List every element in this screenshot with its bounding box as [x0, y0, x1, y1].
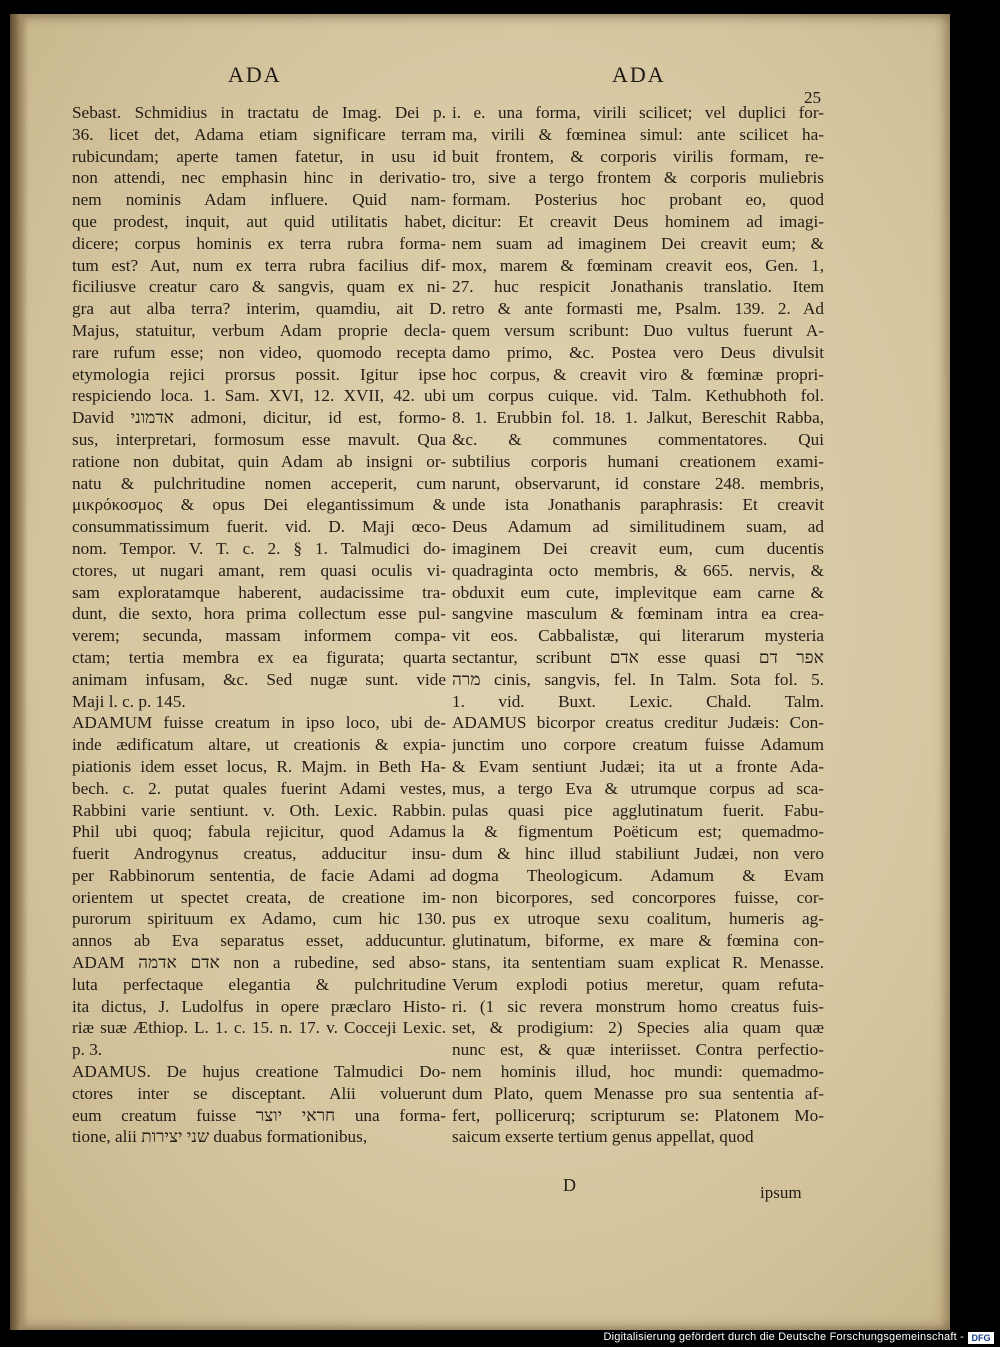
- text-line: dogma Theologicum. Adamum & Evam: [452, 865, 824, 885]
- text-line: unde ista Jonathanis paraphrasis: Et creavit: [452, 495, 824, 515]
- text-line: rubicundam; aperte tamen fatetur, in usu id: [72, 146, 446, 166]
- text-line: gra aut alba terra? interim, quamdiu, ait D.: [72, 299, 446, 319]
- page-gutter-shadow: [10, 14, 28, 1330]
- catchword: ipsum: [760, 1183, 802, 1202]
- text-line: Rabbini varie sentiunt. v. Oth. Lexic. Rabbin.: [72, 800, 446, 820]
- text-line: ficiliusve creatur caro & sangvis, quam ex ni-: [72, 277, 446, 297]
- right-text-column: [452, 102, 824, 1148]
- text-line: &c. & communes commentatores. Qui: [452, 429, 824, 449]
- text-line: luta perfectaque elegantia & pulchritudine: [72, 974, 446, 994]
- text-line: 27. huc respicit Jonathanis translatio. Item: [452, 277, 824, 297]
- text-line: nunc est, & quæ interiisset. Contra perfectio-: [452, 1040, 824, 1060]
- text-line: glutinatum, biforme, ex mare & fœmina con-: [452, 931, 824, 951]
- text-line: que prodest, inquit, aut quid utilitatis habet,: [72, 211, 446, 231]
- text-line: annos ab Eva separatus esset, adducuntur.: [72, 931, 446, 951]
- text-line: & Evam sentiunt Judæi; ita ut a fronte Ada-: [452, 756, 824, 776]
- text-line: retro & ante formasti me, Psalm. 139. 2. Ad: [452, 299, 824, 319]
- text-line: ita dictus, J. Ludolfus in opere præclaro Histo-: [72, 996, 446, 1016]
- text-line: Majus, statuitur, verbum Adam proprie decla-: [72, 320, 446, 340]
- text-line: ADAMUM fuisse creatum in ipso loco, ubi de-: [72, 713, 446, 733]
- text-line: ctam; tertia membra ex ea figurata; quarta: [72, 647, 446, 667]
- page-number: 25: [804, 88, 821, 107]
- text-line: tro, sive a tergo frontem & corporis muliebris: [452, 168, 824, 188]
- text-line: μικρόκοσμος & opus Dei elegantissimum &: [72, 495, 446, 515]
- text-line: orientem ut spectet creata, de creatione im-: [72, 887, 446, 907]
- text-line: fuerit Androgynus creatus, adducitur insu-: [72, 844, 446, 864]
- dfg-logo: DFG: [968, 1332, 994, 1344]
- text-line: stans, ita sententiam suam explicat R. Menasse.: [452, 953, 824, 973]
- text-line: ADAM אדם אדמה non a rubedine, sed abso-: [72, 953, 446, 973]
- text-line: bech. c. 2. putat quales fuerint Adami vestes,: [72, 778, 446, 798]
- text-line: natu & pulchritudine nomen acceperit, cum: [72, 473, 446, 493]
- text-line: um corpus cuique. vid. Talm. Kethubhoth fol.: [452, 386, 824, 406]
- text-line: ctores, ut nugari amant, rem quasi oculis vi-: [72, 560, 446, 580]
- text-line: ADAMUS bicorpor creatus creditur Judæis: Con-: [452, 713, 824, 733]
- text-line: sangvine masculum & fœminam intra ea crea-: [452, 604, 824, 624]
- text-line: 36. licet det, Adama etiam significare terram: [72, 124, 446, 144]
- text-line: dicitur: Et creavit Deus hominem ad imagi-: [452, 211, 824, 231]
- footer-credit: Digitalisierung gefördert durch die Deutsche Forschungsgemeinschaft -: [603, 1331, 964, 1343]
- text-line: Phil ubi quoq; fabula rejicitur, quod Adamus: [72, 822, 446, 842]
- text-line: ctores inter se disceptant. Alii voluerunt: [72, 1083, 446, 1103]
- text-line: animam infusam, &c. Sed nugæ sunt. vide: [72, 669, 446, 689]
- text-line: David אדמוני admoni, dicitur, id est, formo-: [72, 408, 446, 428]
- text-line: obduxit eum cute, implevitque eam carne &: [452, 582, 824, 602]
- text-line: nem nominis Adam influere. Quid nam-: [72, 190, 446, 210]
- text-line: 1. vid. Buxt. Lexic. Chald. Talm.: [452, 691, 824, 711]
- text-line: piationis idem esset locus, R. Majm. in Beth Ha-: [72, 756, 446, 776]
- text-line: respiciendo loca. 1. Sam. XVI, 12. XVII, 42. ubi: [72, 386, 446, 406]
- text-line: ma, virili & fœminea simul: ante scilicet ha-: [452, 124, 824, 144]
- text-line: hoc corpus, & creavit viro & fœminæ propri-: [452, 364, 824, 384]
- text-line: sus, interpretari, formosum esse mavult. Qua: [72, 429, 446, 449]
- text-line: quadraginta octo membris, & 665. nervis, &: [452, 560, 824, 580]
- text-line: per Rabbinorum sententia, de facie Adami ad: [72, 865, 446, 885]
- text-line: nom. Tempor. V. T. c. 2. § 1. Talmudici do-: [72, 538, 446, 558]
- text-line: ratione non dubitat, quin Adam ab insigni or-: [72, 451, 446, 471]
- text-line: vit eos. Cabbalistæ, qui literarum mysteria: [452, 626, 824, 646]
- text-line: eum creatum fuisse חראי יוצר una forma-: [72, 1105, 446, 1125]
- text-line: buit frontem, & corporis virilis formam, re-: [452, 146, 824, 166]
- text-line: Maji l. c. p. 145.: [72, 691, 186, 711]
- running-head-left: ADA: [228, 62, 282, 87]
- text-line: damo primo, &c. Postea vero Deus divulsit: [452, 342, 824, 362]
- text-line: ADAMUS. De hujus creatione Talmudici Do-: [72, 1062, 446, 1082]
- running-head-right: ADA: [612, 62, 666, 87]
- text-line: dicere; corpus hominis ex terra rubra forma-: [72, 233, 446, 253]
- text-line: non attendi, nec emphasin hinc in derivatio-: [72, 168, 446, 188]
- text-line: set, & prodigium: 2) Species alia quam quæ: [452, 1018, 824, 1038]
- text-line: consummatissimum fuerit. vid. D. Maji œco-: [72, 517, 446, 537]
- text-line: Sebast. Schmidius in tractatu de Imag. Dei p.: [72, 103, 446, 122]
- text-line: mox, marem & fœminam creavit eos, Gen. 1,: [452, 255, 824, 275]
- text-line: fert, pollicerurq; scripturum se: Platonem Mo-: [452, 1105, 824, 1125]
- text-line: etymologia rejici prorsus possit. Igitur ipse: [72, 364, 446, 384]
- text-line: non bicorpores, sed concorpores fuisse, cor-: [452, 887, 824, 907]
- text-line: p. 3.: [72, 1040, 103, 1060]
- text-line: i. e. una forma, virili scilicet; vel duplici for-: [452, 103, 824, 122]
- text-line: quem versum scribunt: Duo vultus fuerunt A-: [452, 320, 824, 340]
- text-line: formam. Posterius hoc probant eo, quod: [452, 190, 824, 210]
- text-line: ri. (1 sic revera monstrum homo creatus fuis-: [452, 996, 824, 1016]
- text-line: junctim uno corpore creatum fuisse Adamum: [452, 735, 824, 755]
- signature-mark: D: [563, 1175, 576, 1195]
- text-line: Deus Adamum ad similitudinem suam, ad: [452, 517, 824, 537]
- text-line: riæ suæ Æthiop. L. 1. c. 15. n. 17. v. Cocceji Lexic.: [72, 1018, 446, 1038]
- text-line: imaginem Dei creavit eum, cum ducentis: [452, 538, 824, 558]
- text-line: dum Plato, quem Menasse pro sua sententia af-: [452, 1083, 824, 1103]
- text-line: nem hominis illud, hoc mundi: quemadmo-: [452, 1062, 824, 1082]
- text-line: verem; secunda, massam informem compa-: [72, 626, 446, 646]
- text-line: subtilius corporis humani creationem exami-: [452, 451, 824, 471]
- text-line: 8. 1. Erubbin fol. 18. 1. Jalkut, Bereschit Rabba,: [452, 408, 824, 428]
- text-line: מרה cinis, sangvis, fel. In Talm. Sota fol. 5.: [452, 669, 824, 689]
- text-line: tum est? Aut, num ex terra rubra facilius dif-: [72, 255, 446, 275]
- text-line: nem suam ad imaginem Dei creavit eum; &: [452, 233, 824, 253]
- text-line: Verum explodi potius meretur, quam refuta-: [452, 974, 824, 994]
- left-text-column: [72, 102, 446, 1148]
- text-line: saicum exserte tertium genus appellat, quod: [452, 1127, 754, 1147]
- text-line: rare rufum esse; non video, quomodo recepta: [72, 342, 446, 362]
- text-line: dunt, die sexto, hora prima collectum esse pul-: [72, 604, 446, 624]
- text-line: mus, a tergo Eva & utrumque corpus ad sca-: [452, 778, 824, 798]
- text-line: inde ædificatum altare, ut creationis & expia-: [72, 735, 446, 755]
- text-line: sectantur, scribunt אדם esse quasi אפר דם: [452, 647, 824, 667]
- text-line: dum & hinc illud stabiliunt Judæi, non vero: [452, 844, 824, 864]
- text-line: la & figmentum Poëticum est; quemadmo-: [452, 822, 824, 842]
- text-line: tione, alii שני יצירות duabus formationibus,: [72, 1127, 368, 1147]
- text-line: purorum spirituum ex Adamo, cum hic 130.: [72, 909, 446, 929]
- text-line: sam exploratamque haberent, audacissime tra-: [72, 582, 446, 602]
- text-line: pulas quasi pice agglutinatum fuerit. Fabu-: [452, 800, 824, 820]
- text-line: pus ex utroque sexu coalitum, humeris ag-: [452, 909, 824, 929]
- text-line: narunt, observarunt, id constare 248. membris,: [452, 473, 824, 493]
